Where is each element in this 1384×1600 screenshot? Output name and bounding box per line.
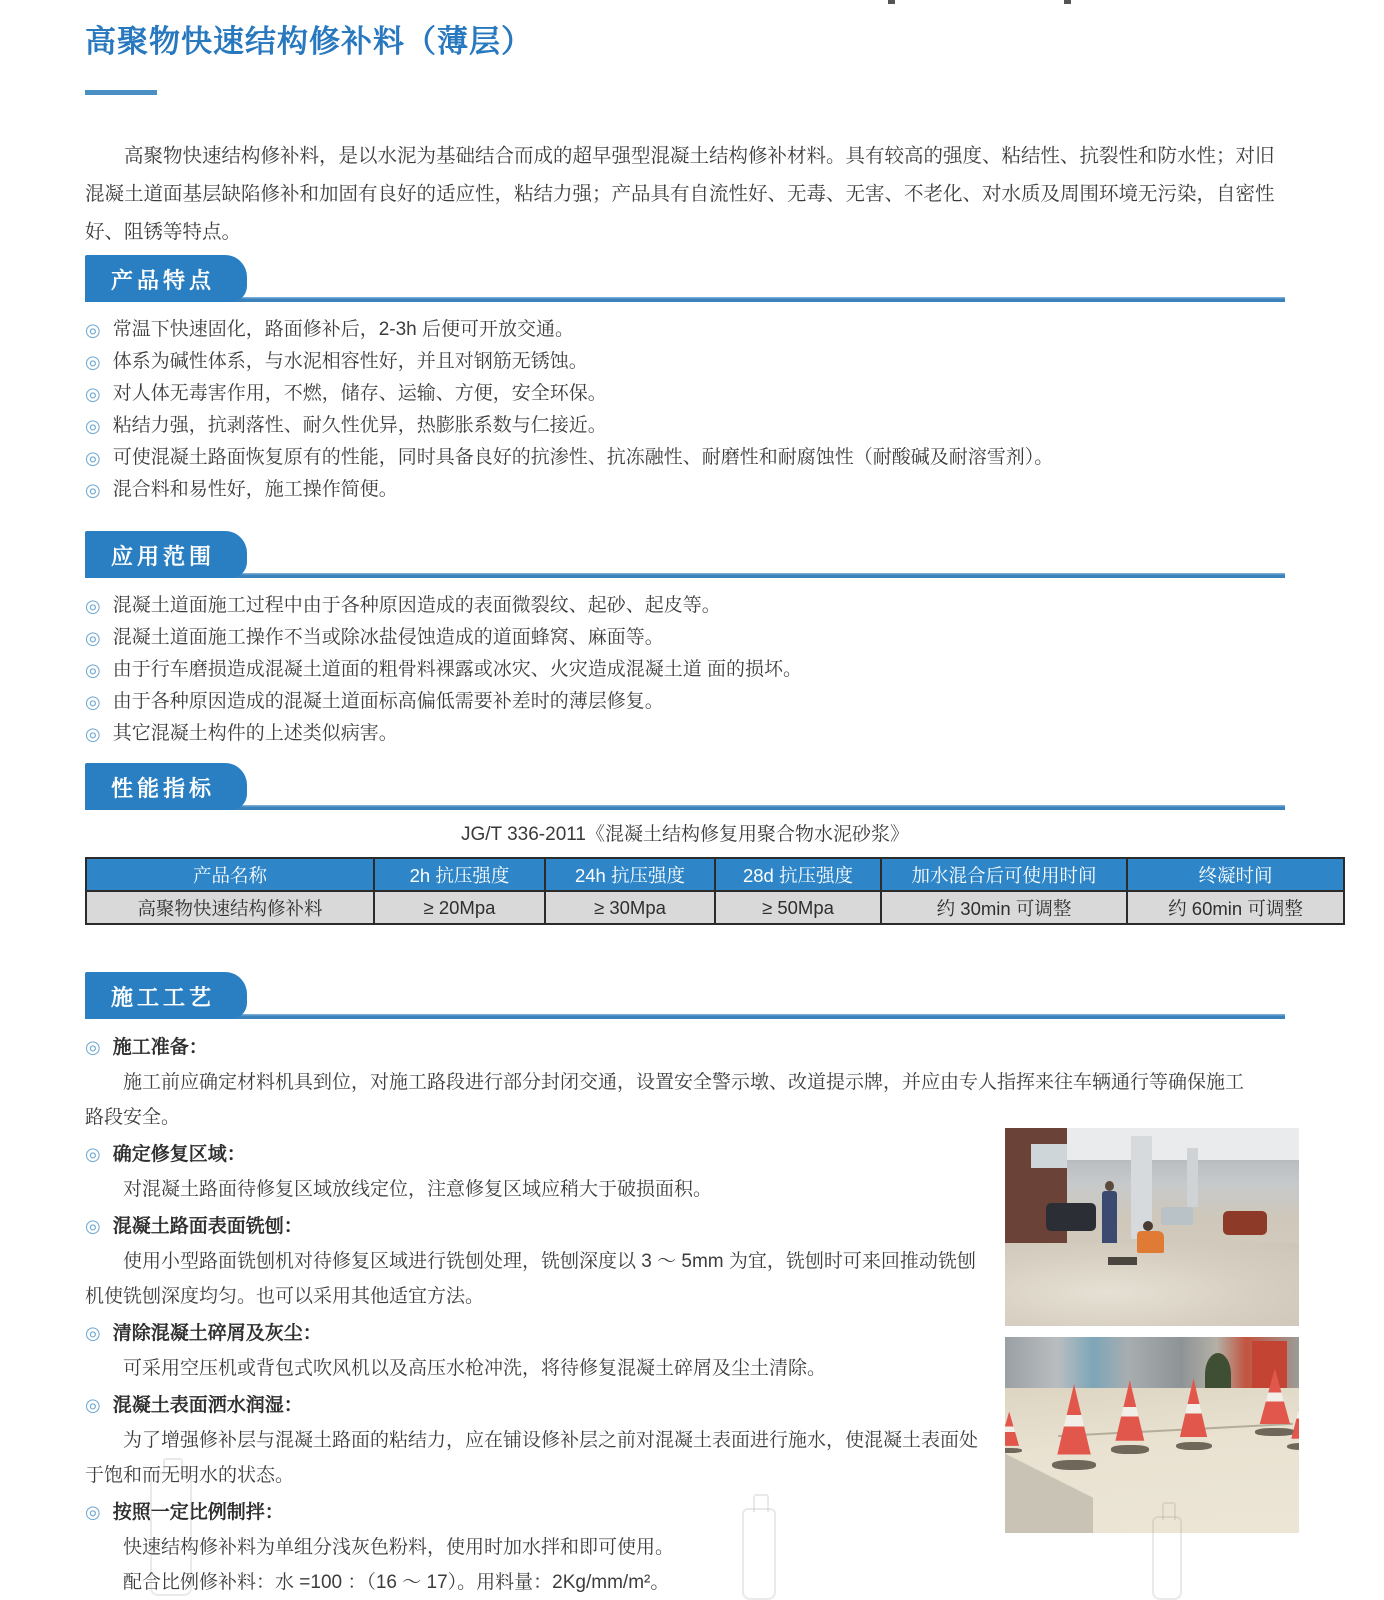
cone-base-shape (1287, 1443, 1299, 1450)
canopy-shape (1058, 1128, 1299, 1160)
cone-body-shape (1287, 1388, 1299, 1439)
text-wrap-column (85, 1138, 990, 1600)
table-cell: ≥ 50Mpa (715, 891, 881, 924)
step-label: 施工准备： (112, 1037, 208, 1058)
bullseye-bullet-icon: ◎ (85, 384, 101, 404)
list-item-text: 混凝土道面施工过程中由于各种原因造成的表面微裂纹、起砂、起皮等。 (112, 595, 721, 616)
bullseye-bullet-icon: ◎ (85, 416, 101, 436)
list-item (85, 346, 1300, 378)
table-cell: 约 30min 可调整 (881, 891, 1127, 924)
list-item (85, 622, 1300, 654)
table-header-cell: 加水混合后可使用时间 (881, 858, 1127, 891)
process-step (85, 1138, 990, 1207)
pillar-shape (1187, 1148, 1197, 1207)
bullseye-bullet-icon: ◎ (85, 480, 101, 500)
list-item-text: 常温下快速固化，路面修补后，2-3h 后便可开放交通。 (112, 319, 575, 340)
section-process-badge: 施工工艺 (85, 972, 247, 1019)
page-title: 高聚物快速结构修补料（薄层） (85, 24, 533, 59)
cone-body-shape (1005, 1411, 1022, 1445)
step-paragraph: 使用小型路面铣刨机对待修复区域进行铣刨处理，铣刨深度以 3 ～ 5mm 为宜，铣刨时可来回推动铣刨机使铣刨深度均匀。也可以采用其他适宜方法。 (85, 1251, 976, 1307)
bullseye-bullet-icon: ◎ (85, 692, 101, 712)
step-paragraph: 可采用空压机或背包式吹风机以及高压水枪冲洗，将待修复混凝土碎屑及尘土清除。 (123, 1358, 827, 1379)
process-step (85, 1210, 990, 1314)
list-item (85, 314, 1300, 346)
window-shape (1031, 1144, 1066, 1168)
bullseye-bullet-icon: ◎ (85, 660, 101, 680)
traffic-cone-icon (1052, 1384, 1096, 1470)
list-item-text: 其它混凝土构件的上述类似病害。 (112, 723, 398, 744)
table-header-cell: 终凝时间 (1127, 858, 1344, 891)
list-item (85, 686, 1300, 718)
bullseye-bullet-icon: ◎ (85, 320, 101, 340)
step-paragraph: 对混凝土路面待修复区域放线定位，注意修复区域应稍大于破损面积。 (123, 1179, 713, 1200)
list-item (85, 442, 1300, 474)
section-rule (85, 805, 1285, 810)
bottle-neck-shape (1162, 1502, 1176, 1520)
step-label-row (85, 1317, 990, 1351)
worker-crouching-shape (1137, 1231, 1163, 1253)
bullseye-bullet-icon: ◎ (85, 1502, 101, 1522)
bullseye-bullet-icon: ◎ (85, 1216, 101, 1236)
cone-body-shape (1176, 1378, 1212, 1437)
list-item-text: 可使混凝土路面恢复原有的性能，同时具备良好的抗渗性、抗冻融性、耐磨性和耐腐蚀性（耐酸碱及耐溶雪剂）。 (112, 447, 1054, 468)
features-list (85, 314, 1300, 506)
traffic-cone-icon (1287, 1388, 1299, 1450)
cone-base-shape (1176, 1442, 1212, 1451)
table-caption: JG/T 336-2011《混凝土结构修复用聚合物水泥砂浆》 (461, 824, 909, 845)
step-label-row (85, 1210, 990, 1244)
section-features-badge: 产品特点 (85, 255, 247, 302)
step-paragraph: 快速结构修补料为单组分浅灰色粉料，使用时加水拌和即可使用。 (123, 1537, 675, 1558)
list-item (85, 590, 1300, 622)
step-label: 清除混凝土碎屑及灰尘： (112, 1323, 322, 1344)
bottle-neck-shape (753, 1494, 769, 1512)
step-label-row (85, 1031, 1300, 1065)
step-paragraph: 配合比例修补料：水 =100 ：（16 ～ 17）。用料量：2Kg/mm/m²。 (123, 1572, 670, 1593)
list-item-text: 对人体无毒害作用，不燃，储存、运输、方便，安全环保。 (112, 383, 607, 404)
process-step (85, 1389, 990, 1493)
list-item (85, 378, 1300, 410)
list-item-text: 由于行车磨损造成混凝土道面的粗骨料裸露或冰灾、火灾造成混凝土道 面的损坏。 (112, 659, 802, 680)
process-step (85, 1031, 1300, 1135)
table-cell: ≥ 20Mpa (374, 891, 545, 924)
cone-body-shape (1111, 1380, 1149, 1441)
bullseye-bullet-icon: ◎ (85, 1144, 101, 1164)
photo-site-repair (1005, 1128, 1299, 1326)
table-header-cell: 24h 抗压强度 (545, 858, 715, 891)
traffic-cone-icon (1176, 1378, 1212, 1450)
table-row (86, 891, 1344, 924)
worker-standing-shape (1102, 1191, 1117, 1242)
watermark-bottle-shape (1152, 1516, 1182, 1600)
section-features-header (85, 255, 1300, 302)
bullseye-bullet-icon: ◎ (85, 1395, 101, 1415)
process-step (85, 1317, 990, 1386)
step-paragraph: 施工前应确定材料机具到位，对施工路段进行部分封闭交通，设置安全警示墩、改道提示牌，并应由专人指挥来往车辆通行等确保施工路段安全。 (85, 1072, 1245, 1128)
list-item (85, 718, 1300, 750)
list-item-text: 体系为碱性体系，与水泥相容性好，并且对钢筋无锈蚀。 (112, 351, 588, 372)
section-applications-badge: 应用范围 (85, 531, 247, 578)
intro-paragraph: 高聚物快速结构修补料，是以水泥为基础结合而成的超早强型混凝土结构修补材料。具有较高的强度、粘结性、抗裂性和防水性；对旧混凝土道面基层缺陷修补和加固有良好的适应性，粘结力强；产品具有自流性好、无毒、无害、不老化、对水质及周围环境无污染，自密性好、阻锈等特点。 (85, 145, 1275, 243)
cone-base-shape (1052, 1460, 1096, 1470)
bullseye-bullet-icon: ◎ (85, 448, 101, 468)
step-label: 按照一定比例制拌： (112, 1502, 284, 1523)
section-rule (85, 573, 1285, 578)
applications-list (85, 590, 1300, 750)
table-cell: 约 60min 可调整 (1127, 891, 1344, 924)
bullseye-bullet-icon: ◎ (85, 352, 101, 372)
bottle-neck-shape (163, 1458, 182, 1476)
section-rule (85, 297, 1285, 302)
step-paragraph: 为了增强修补层与混凝土路面的粘结力，应在铺设修补层之前对混凝土表面进行施水，使混凝土表面处于饱和而无明水的状态。 (85, 1430, 979, 1486)
bullseye-bullet-icon: ◎ (85, 628, 101, 648)
bullseye-bullet-icon: ◎ (85, 1037, 101, 1057)
car-shape (1046, 1203, 1096, 1231)
table-cell: ≥ 30Mpa (545, 891, 715, 924)
car-shape (1223, 1211, 1267, 1235)
watermark-bottle-shape (150, 1472, 192, 1596)
bullseye-bullet-icon: ◎ (85, 1323, 101, 1343)
cone-body-shape (1052, 1384, 1096, 1455)
step-label-row (85, 1138, 990, 1172)
table-header-cell: 产品名称 (86, 858, 374, 891)
table-header-cell: 28d 抗压强度 (715, 858, 881, 891)
step-label-row (85, 1496, 990, 1530)
list-item-text: 混合料和易性好，施工操作简便。 (112, 479, 398, 500)
bullseye-bullet-icon: ◎ (85, 724, 101, 744)
traffic-cone-icon (1005, 1411, 1022, 1453)
table-cell: 高聚物快速结构修补料 (86, 891, 374, 924)
performance-table (85, 857, 1345, 925)
bullseye-bullet-icon: ◎ (85, 596, 101, 616)
worker-head-shape (1105, 1181, 1114, 1191)
cone-base-shape (1111, 1445, 1149, 1454)
section-applications-header (85, 531, 1300, 578)
process-step (85, 1496, 990, 1600)
table-header-row (86, 858, 1344, 891)
title-underline (85, 90, 157, 95)
list-item-text: 混凝土道面施工操作不当或除冰盐侵蚀造成的道面蜂窝、麻面等。 (112, 627, 664, 648)
list-item (85, 654, 1300, 686)
list-item-text: 粘结力强，抗剥落性、耐久性优异，热膨胀系数与仁接近。 (112, 415, 607, 436)
step-label: 确定修复区域： (112, 1144, 246, 1165)
cone-base-shape (1005, 1448, 1022, 1453)
step-label-row (85, 1389, 990, 1423)
car-shape (1161, 1207, 1193, 1225)
list-item (85, 474, 1300, 506)
section-performance-header (85, 763, 1300, 810)
section-rule (85, 1014, 1285, 1019)
section-performance-badge: 性能指标 (85, 763, 247, 810)
table-header-cell: 2h 抗压强度 (374, 858, 545, 891)
list-item (85, 410, 1300, 442)
step-label: 混凝土表面洒水润湿： (112, 1395, 303, 1416)
list-item-text: 由于各种原因造成的混凝土道面标高偏低需要补差时的薄层修复。 (112, 691, 664, 712)
photo-site-cones (1005, 1337, 1299, 1533)
section-process-header (85, 972, 1300, 1019)
wet-concrete-shape (1005, 1243, 1299, 1326)
step-label: 混凝土路面表面铣刨： (112, 1216, 303, 1237)
board-shape (1108, 1257, 1137, 1265)
traffic-cone-icon (1111, 1380, 1149, 1454)
watermark-bottle-shape (742, 1508, 776, 1600)
